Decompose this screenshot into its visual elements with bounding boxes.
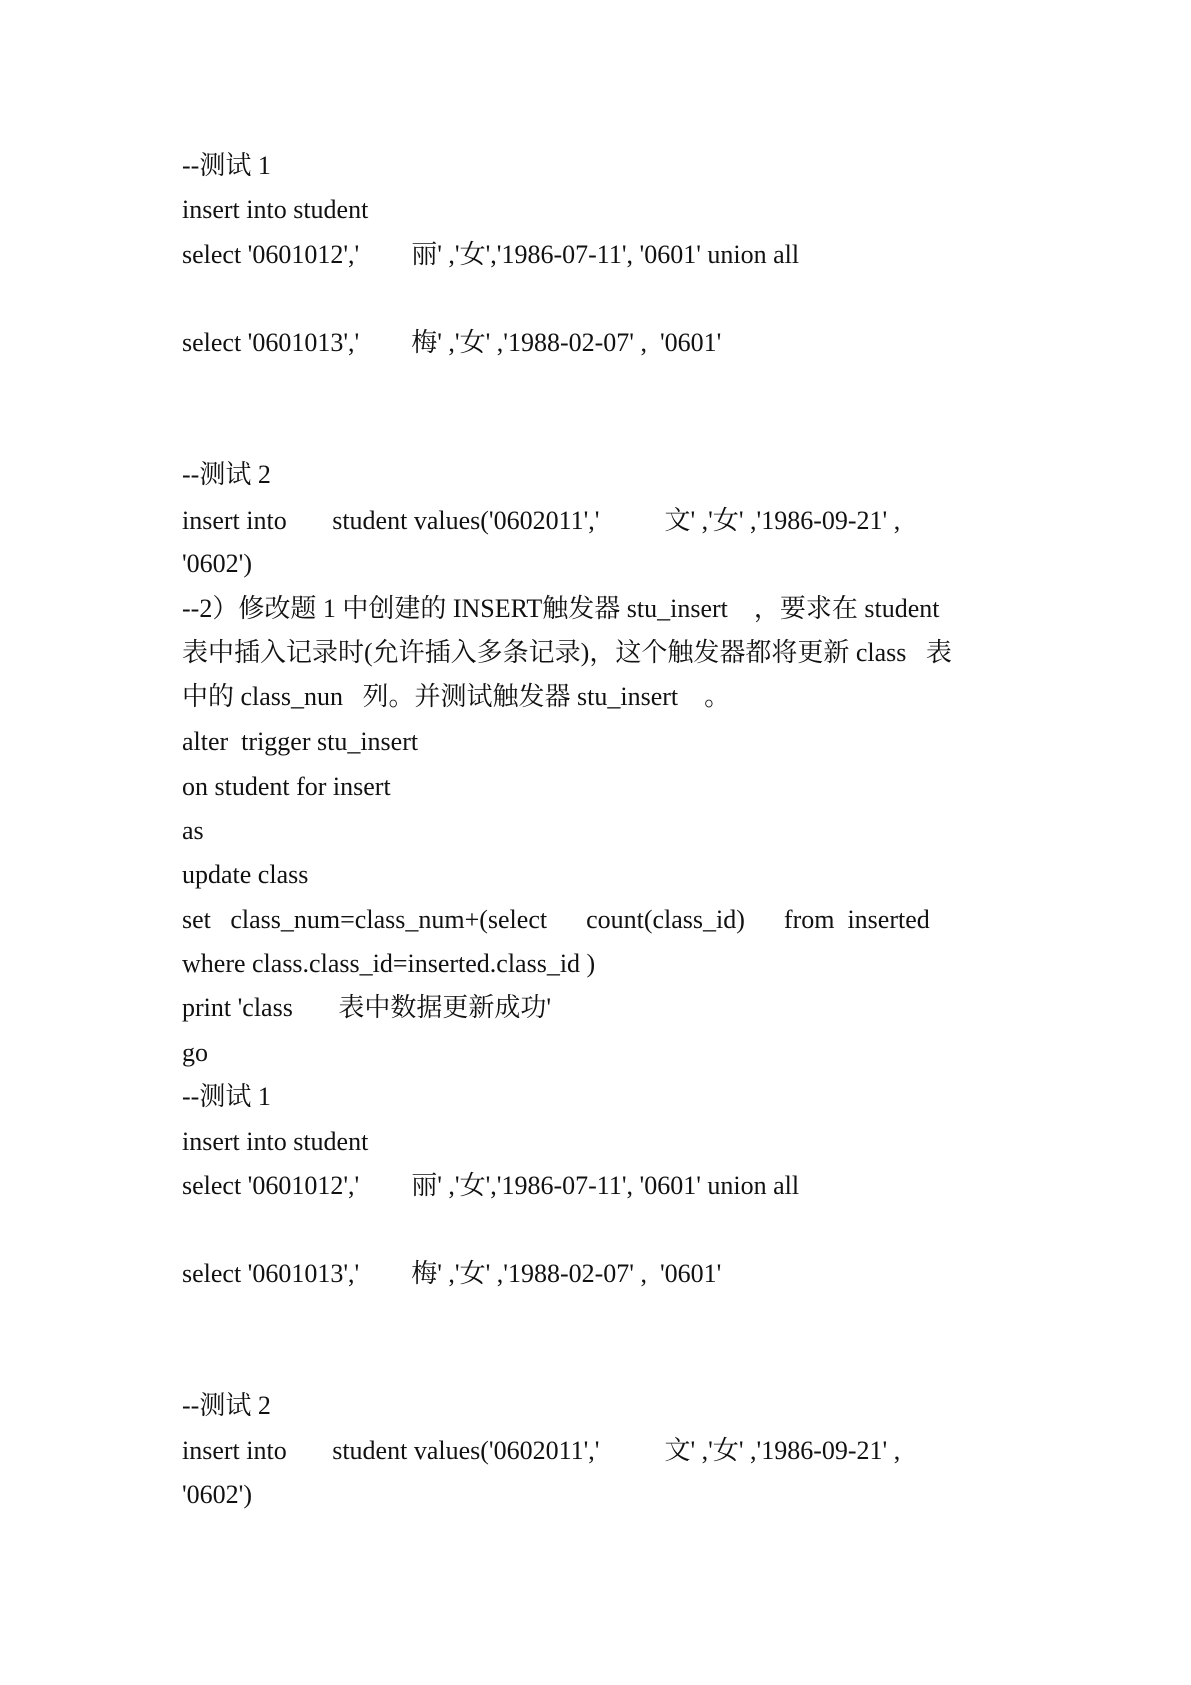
code-line: '0602') (182, 1480, 253, 1509)
code-line: select '0601013',' 梅' ,'女' ,'1988-02-07' , '0601' (182, 1259, 722, 1288)
code-line: select '0601012',' 丽' ,'女','1986-07-11', '0601' union all (182, 1171, 800, 1200)
code-line: '0602') (182, 549, 253, 578)
code-line: as (182, 816, 204, 845)
code-line: select '0601012',' 丽' ,'女','1986-07-11', '0601' union all (182, 240, 800, 269)
paragraph-line: 表中插入记录时(允许插入多条记录)，这个触发器都将更新 class 表 (182, 638, 952, 667)
code-line: on student for insert (182, 772, 391, 801)
paragraph-line: --2）修改题 1 中创建的 INSERT触发器 stu_insert ，要求在 student (182, 594, 940, 623)
code-line: --测试 2 (182, 460, 271, 489)
code-line: insert into student (182, 195, 369, 224)
code-line: select '0601013',' 梅' ,'女' ,'1988-02-07' , '0601' (182, 328, 722, 357)
paragraph-line: 中的 class_nun 列。并测试触发器 stu_insert 。 (182, 682, 731, 711)
code-line: insert into student (182, 1127, 369, 1156)
code-line: --测试 1 (182, 1082, 271, 1111)
code-line: --测试 2 (182, 1391, 271, 1420)
code-line: alter trigger stu_insert (182, 727, 419, 756)
code-line: update class (182, 860, 309, 889)
code-line: --测试 1 (182, 151, 271, 180)
code-line: print 'class 表中数据更新成功' (182, 993, 552, 1022)
code-line: insert into student values('0602011',' 文' ,'女' ,'1986-09-21' , (182, 506, 901, 535)
code-line: insert into student values('0602011',' 文' ,'女' ,'1986-09-21' , (182, 1436, 901, 1465)
code-line: where class.class_id=inserted.class_id ) (182, 949, 596, 978)
code-line: go (182, 1038, 208, 1067)
code-line: set class_num=class_num+(select count(class_id) from inserted (182, 905, 930, 934)
